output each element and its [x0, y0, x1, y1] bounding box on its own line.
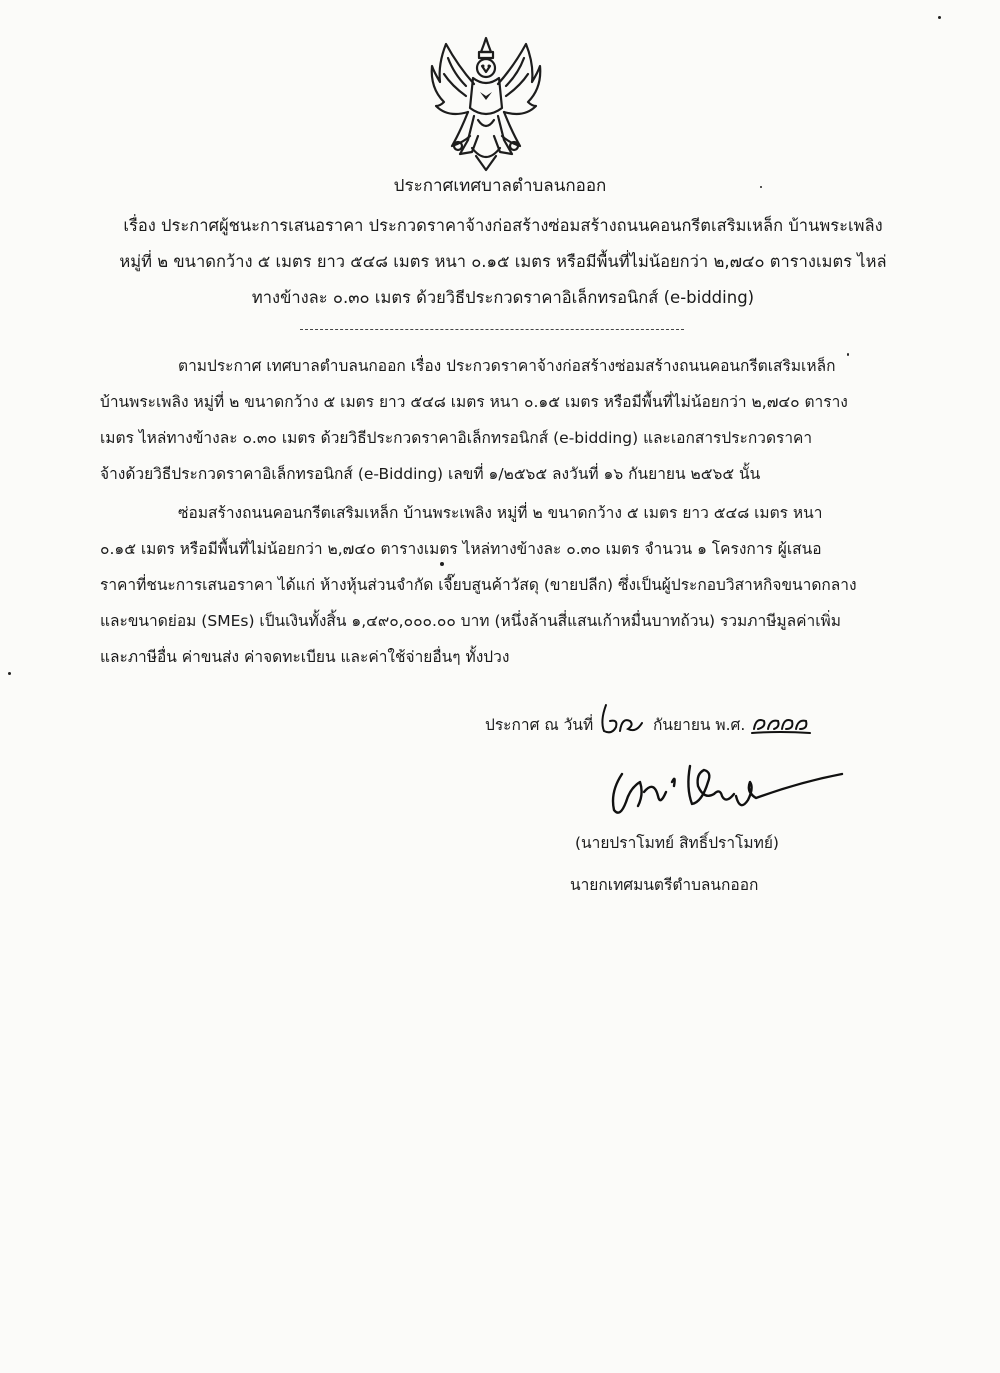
subject-line: ทางข้างละ ๐.๓๐ เมตร ด้วยวิธีประกวดราคาอิเล็กทรอนิกส์ (e-bidding): [251, 288, 755, 307]
scan-speck: [8, 672, 11, 675]
paragraph-winner: [100, 495, 920, 675]
paragraph-line: บ้านพระเพลิง หมู่ที่ ๒ ขนาดกว้าง ๕ เมตร ยาว ๕๔๘ เมตร หนา ๐.๑๕ เมตร หรือมีพื้นที่ไม่น้อยกว่า ๒,๗๔๐ ตาราง: [100, 393, 848, 411]
paragraph-line: และขนาดย่อม (SMEs) เป็นเงินทั้งสิ้น ๑,๔๙๐,๐๐๐.๐๐ บาท (หนึ่งล้านสี่แสนเก้าหมื่นบาทถ้วน) รวมภาษีมูลค่าเพิ่ม: [100, 612, 841, 630]
date-prefix: ประกาศ ณ วันที่: [485, 716, 594, 734]
subject-line: หมู่ที่ ๒ ขนาดกว้าง ๕ เมตร ยาว ๕๔๘ เมตร หนา ๐.๑๕ เมตร หรือมีพื้นที่ไม่น้อยกว่า ๒,๗๔๐ ตารางเมตร ไหล่: [119, 252, 887, 271]
paragraph-line: และภาษีอื่น ค่าขนส่ง ค่าจดทะเบียน และค่าใช้จ่ายอื่นๆ ทั้งปวง: [100, 648, 510, 666]
handwritten-day: [598, 717, 648, 737]
paragraph-line: จ้างด้วยวิธีประกวดราคาอิเล็กทรอนิกส์ (e-Bidding) เลขที่ ๑/๒๕๖๕ ลงวันที่ ๑๖ กันยายน ๒๕๖๕ นั้น: [100, 465, 761, 483]
scan-speck: [938, 16, 941, 19]
scan-speck: [760, 186, 762, 188]
announcement-date: [485, 712, 810, 737]
paragraph-line: ซ่อมสร้างถนนคอนกรีตเสริมเหล็ก บ้านพระเพลิง หมู่ที่ ๒ ขนาดกว้าง ๕ เมตร ยาว ๕๔๘ เมตร หนา: [178, 504, 823, 522]
paragraph-line: เมตร ไหล่ทางข้างละ ๐.๓๐ เมตร ด้วยวิธีประกวดราคาอิเล็กทรอนิกส์ (e-bidding) และเอกสารประกวดราคา: [100, 429, 813, 447]
subject-line: เรื่อง ประกาศผู้ชนะการเสนอราคา ประกวดราคาจ้างก่อสร้างซ่อมสร้างถนนคอนกรีตเสริมเหล็ก บ้านพระเพลิง: [123, 216, 883, 235]
divider: [300, 329, 684, 330]
signer-title: นายกเทศมนตรีตำบลนกออก: [570, 876, 759, 894]
handwritten-year: [750, 717, 810, 737]
garuda-emblem-icon: [428, 36, 544, 172]
scan-speck: [440, 562, 444, 566]
paragraph-line: ราคาที่ชนะการเสนอราคา ได้แก่ ห้างหุ้นส่วนจำกัด เจี๊ยบสูนค้าวัสดุ (ขายปลีก) ซึ่งเป็นผู้ประกอบวิสาหกิจขนาดกลาง: [100, 576, 857, 594]
paragraph-line: ตามประกาศ เทศบาลตำบลนกออก เรื่อง ประกวดราคาจ้างก่อสร้างซ่อมสร้างถนนคอนกรีตเสริมเหล็ก: [178, 357, 836, 375]
announcement-subject: [90, 208, 916, 316]
paragraph-reference: [100, 348, 920, 492]
paragraph-line: ๐.๑๕ เมตร หรือมีพื้นที่ไม่น้อยกว่า ๒,๗๔๐ ตารางเมตร ไหล่ทางข้างละ ๐.๓๐ เมตร จำนวน ๑ โครงการ ผู้เสนอ: [100, 540, 822, 558]
scan-speck: [847, 353, 849, 356]
date-month: กันยายน พ.ศ.: [653, 716, 746, 734]
announcement-heading: ประกาศเทศบาลตำบลนกออก: [393, 176, 607, 196]
signer-name: (นายปราโมทย์ สิทธิ์ปราโมทย์): [575, 834, 779, 852]
signature-icon: [600, 752, 850, 827]
